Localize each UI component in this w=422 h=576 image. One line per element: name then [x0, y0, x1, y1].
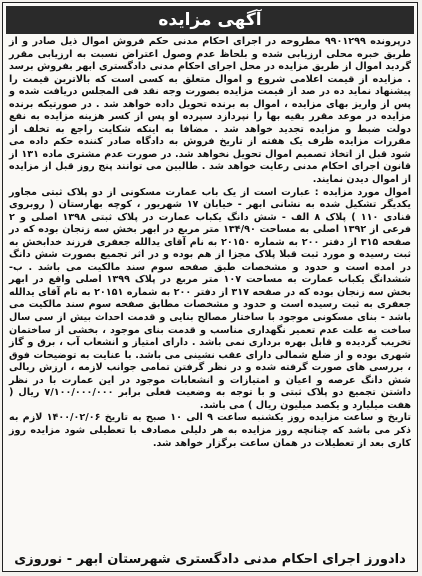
notice-body	[3, 36, 417, 450]
notice-title: آگهی مزایده	[6, 6, 414, 34]
notice-signature: دادورز اجرای احکام مدنی دادگستری شهرستان ابهر - نوروزی	[14, 552, 406, 567]
notice-paragraph-terms: درپرونده ۹۹۰۱۲۹۹ مطروحه در اجرای احکام مدنی حکم فروش اموال ذیل صادر و از طریق خبره محلی ارزیابی شده و بلحاظ عدم وصول اعتراض نسبت به ارزیابی مقرر گردید اموال از طریق مزایده در محل اجرای احکام مدنی دادگستری ابهر بفروش برسد . مزایده از قیمت اعلامی شروع و اموال متعلق به کسی است که بالاترین قیمت را پیشنهاد نماید ده در صد از قیمت مزایده بصورت وجه نقد فی المجلس دریافت شده و پس از واریز بهای مزایده ، اموال به برنده تحویل داده خواهد شد . در صورتیکه برنده مزایده در موعد مقرر بقیه بها را نپردازد سپرده او پس از کسر هزینه مزایده به نفع دولت ضبط و مزایده تجدید خواهد شد . مضافا به اینکه شکایت راجع به تخلف از مقررات مزایده ظرف یک هفته از تاریخ فروش به دادگاه صادر کننده حکم داده می شود قبل از اتخاذ تصمیم اموال تحویل نخواهد شد. در صورت عدم مشتری ماده ۱۳۱ از قانون اجرای احکام مدنی رعایت خواهد شد . طالبین می توانند پنج روز قبل از مزایده از اموال دیدن نمایند.	[9, 36, 411, 186]
auction-notice	[2, 2, 418, 572]
notice-paragraph-property: اموال مورد مزایده : عبارت است از یک باب عمارت مسکونی از دو پلاک ثبتی مجاور یکدیگر تشکیل شده به نشانی ابهر - خیابان ۱۷ شهریور ، کوچه بهارستان ( روبروی قنادی ۱۱۰ ) پلاک ۸ الف - شش دانگ یکباب عمارت در پلاک ثبتی ۱۳۹۸ اصلی و ۲ فرعی از ۱۳۹۲ اصلی به مساحت ۱۳۴/۹۰ متر مربع در ابهر بخش سه زنجان بوده که در صفحه ۳۱۵ از دفتر ۲۰۰ به شماره ۲۰۱۵۰ به نام آقای یدالله جعفری فرزند خدابخش به ثبت رسیده و مورد ثبت قبلا پلاک مجزا از هم بوده و در اثر تجمیع بصورت شش دانگ در امده است و حدود و مشخصات طبق صفحه سوم سند مالکیت می باشد . ب- ششدانگ یکباب عمارت به مساحت ۱۰۷ متر مربع در پلاک ۱۳۹۹ اصلی واقع در ابهر بخش سه زنجان بوده که در صفحه ۳۱۷ از دفتر ۲۰۰ به شماره ۲۰۱۵۱ به نام آقای یدالله جعفری به ثبت رسیده است و حدود و مشخصات مطابق صفحه سوم سند مالکیت می باشد - بنای مسکونی موجود با ساختار مصالح بنایی و قدمت احداث بیش از سی سال ساخت به علت عدم تعمیر نگهداری مناسب و قدمت بنای موجود ، بخشی از ساختمان تخریب گردیده و قابل بهره برداری نمی باشد . دارای امتیاز و انشعاب آب ، برق و گاز شهری بوده و از ضلع شمالی دارای عقب نشینی می باشد. با عنایت به توضیحات فوق ، بررسی های صورت گرفته شده و در نظر گرفتن تمامی جوانب لازمه ، ارزش ریالی شش دانگ عرصه و اعیان و امتیازات و انشعابات موجود در این عمارت با در نظر داشتن تجمیع دو پلاک ثبتی و با توجه به وضعیت فعلی برابر ۷/۱۰۰/۰۰۰/۰۰۰ ریال ( هفت میلیارد و یکصد میلیون ریال ) می باشد.	[9, 186, 412, 411]
notice-paragraph-date: تاریخ و ساعت مزایده روز یکشنبه ساعت ۹ الی ۱۰ صبح به تاریخ ۱۴۰۰/۰۲/۰۶ لازم به ذکر می باشد که چنانچه روز مزایده به هر دلیلی مصادف با تعطیلی شود مزایده روز کاری بعد از تعطیلات در همان ساعت برگزار خواهد شد.	[9, 412, 411, 449]
